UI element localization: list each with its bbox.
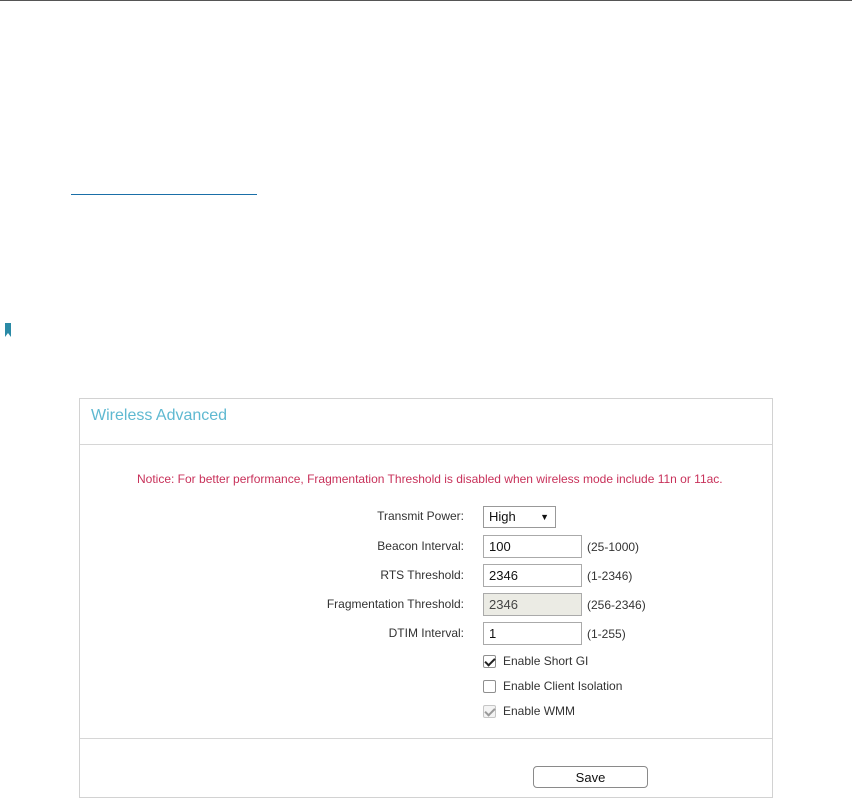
- beacon-interval-range: (25-1000): [587, 540, 640, 554]
- bookmark-icon: [5, 323, 11, 337]
- dtim-interval-label: DTIM Interval:: [388, 626, 464, 640]
- link-underline[interactable]: [71, 194, 257, 195]
- beacon-interval-row: [80, 535, 772, 559]
- wireless-advanced-panel: [79, 398, 773, 798]
- fragmentation-threshold-range: (256-2346): [587, 598, 646, 612]
- rts-threshold-label: RTS Threshold:: [380, 568, 464, 582]
- dtim-interval-range: (1-255): [587, 627, 626, 641]
- wmm-checkbox: [483, 705, 496, 718]
- short-gi-checkbox[interactable]: [483, 655, 496, 668]
- rts-threshold-input[interactable]: [483, 564, 582, 587]
- panel-header: [80, 399, 772, 445]
- transmit-power-value: High: [489, 509, 516, 524]
- client-isolation-label: Enable Client Isolation: [503, 679, 623, 693]
- rts-threshold-row: [80, 564, 772, 588]
- top-divider: [0, 0, 852, 1]
- dtim-interval-row: [80, 622, 772, 646]
- beacon-interval-input[interactable]: [483, 535, 582, 558]
- panel-title: Wireless Advanced: [91, 407, 228, 424]
- fragmentation-threshold-label: Fragmentation Threshold:: [326, 597, 464, 611]
- fragmentation-threshold-input: [483, 593, 582, 616]
- short-gi-label: Enable Short GI: [503, 654, 589, 668]
- dtim-interval-input[interactable]: [483, 622, 582, 645]
- wmm-label: Enable WMM: [503, 704, 576, 718]
- rts-threshold-range: (1-2346): [587, 569, 633, 583]
- transmit-power-select[interactable]: [483, 506, 556, 528]
- transmit-power-row: [80, 505, 772, 529]
- save-button[interactable]: Save: [533, 766, 648, 788]
- caret-down-icon: ▼: [540, 512, 549, 522]
- fragmentation-threshold-row: [80, 593, 772, 617]
- performance-notice: Notice: For better performance, Fragmentation Threshold is disabled when wireless mode include 11n or 11ac.: [137, 472, 723, 486]
- footer-divider: [80, 738, 772, 739]
- client-isolation-checkbox[interactable]: [483, 680, 496, 693]
- beacon-interval-label: Beacon Interval:: [377, 539, 464, 553]
- transmit-power-label: Transmit Power:: [377, 509, 464, 523]
